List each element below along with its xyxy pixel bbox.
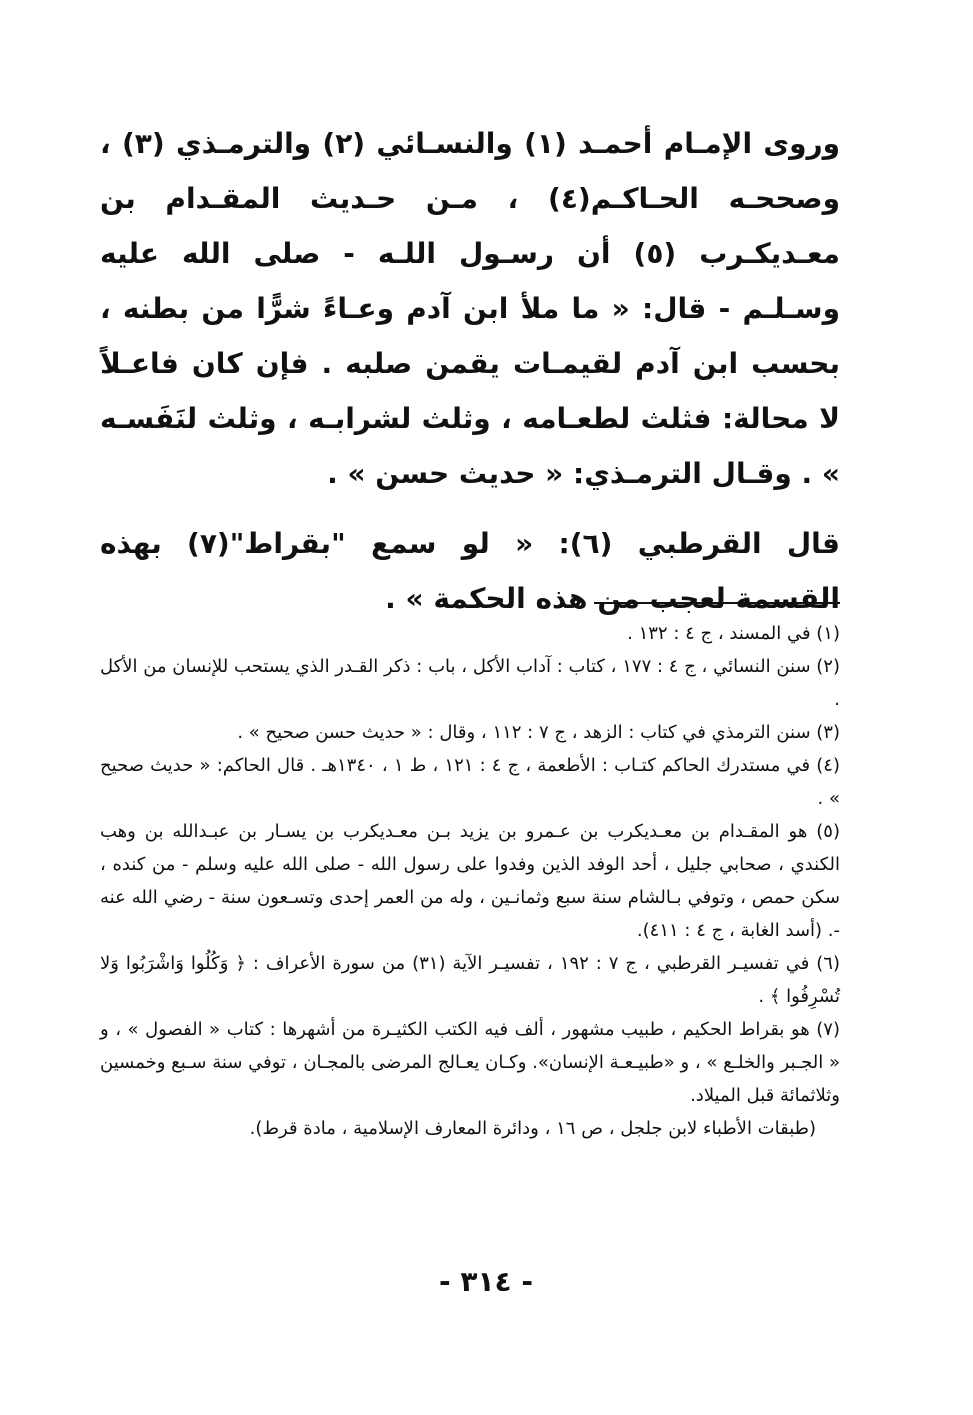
footnote-2: (٢) سنن النسائي ، ج ٤ : ١٧٧ ، كتاب : آداب الأكل ، باب : ذكر القـدر الذي يستحب للإنسان من الأكل . xyxy=(100,656,840,710)
main-text xyxy=(100,116,840,626)
body-paragraph: وروى الإمـام أحمـد (١) والنسـائي (٢) والترمـذي (٣) ، وصححـه الحـاكـم(٤) ، مـن حـديث المقـدام بن معـديكـرب (٥) أن رسـول اللـه - صلى الله عليه وسـلـم - قال: « ما ملأ ابن آدم وعـاءً شرًّا من بطنه ، بحسب ابن آدم لقيمـات يقمن صلبه . فإن كان فاعـلاً لا محالة: فثلث لطعـامه ، وثلث لشرابـه ، وثلث لنَفَسـه » . وقـال الترمـذي: « حديث حسن » . xyxy=(100,127,841,490)
footnote-5: (٥) هو المقـدام بن معـديكرب بن عـمرو بن يزيد بـن معـديكرب بن يسـار بن عبـدالله بن وهب الكندي ، صحابي جليل ، أحد الوفد الذين وفدوا على رسول الله - صلى الله عليه وسلم - من كنده ، سكن حمص ، وتوفي بـالشام سنة سبع وثمانـين ، وله من العمر إحدى وتسـعون سنة - رضي الله عنه -. (أسد الغابة ، ج ٤ : ٤١١). xyxy=(100,821,840,941)
footnote-7: (٧) هو بقراط الحكيم ، طبيب مشهور ، ألف فيه الكتب الكثيـرة من أشهرها : كتاب « الفصول » ، و « الجـبر والخلـع » ، و «طبيـعـة الإنسان». وكـان يعـالج المرضى بالمجـان ، توفي سنة سـبع وخمسين وثلاثمائة قبل الميلاد. xyxy=(100,1019,840,1106)
footnote-1: (١) في المسند ، ج ٤ : ١٣٢ . xyxy=(627,623,840,644)
footnote-3: (٣) سنن الترمذي في كتاب : الزهد ، ج ٧ : ١١٢ ، وقال : « حديث حسن صحيح » . xyxy=(237,722,840,743)
footnote-7-source: (طبقات الأطباء لابن جلجل ، ص ١٦ ، ودائرة المعارف الإسلامية ، مادة قرط). xyxy=(249,1118,816,1139)
body-paragraph: قال القرطبي (٦): « لو سمع "بقراط"(٧) بهذه القسمة لعجب من هذه الحكمة » . xyxy=(100,527,841,615)
footnote-4: (٤) في مستدرك الحاكم كتـاب : الأطعمة ، ج ٤ : ١٢١ ، ط ١ ، ١٣٤٠هـ . قال الحاكم: « حديث صحيح » . xyxy=(100,755,840,809)
footnotes-section xyxy=(100,617,840,1145)
page-number: - ٣١٤ - xyxy=(438,1265,534,1298)
footnote-6: (٦) في تفسيـر القرطبي ، ج ٧ : ١٩٢ ، تفسيـر الآية (٣١) من سورة الأعراف : ﴿ وَكُلُوا وَاشْرَبُوا وَلا تُسْرِفُوا ﴾ . xyxy=(100,953,840,1007)
footnote-separator xyxy=(594,602,840,604)
